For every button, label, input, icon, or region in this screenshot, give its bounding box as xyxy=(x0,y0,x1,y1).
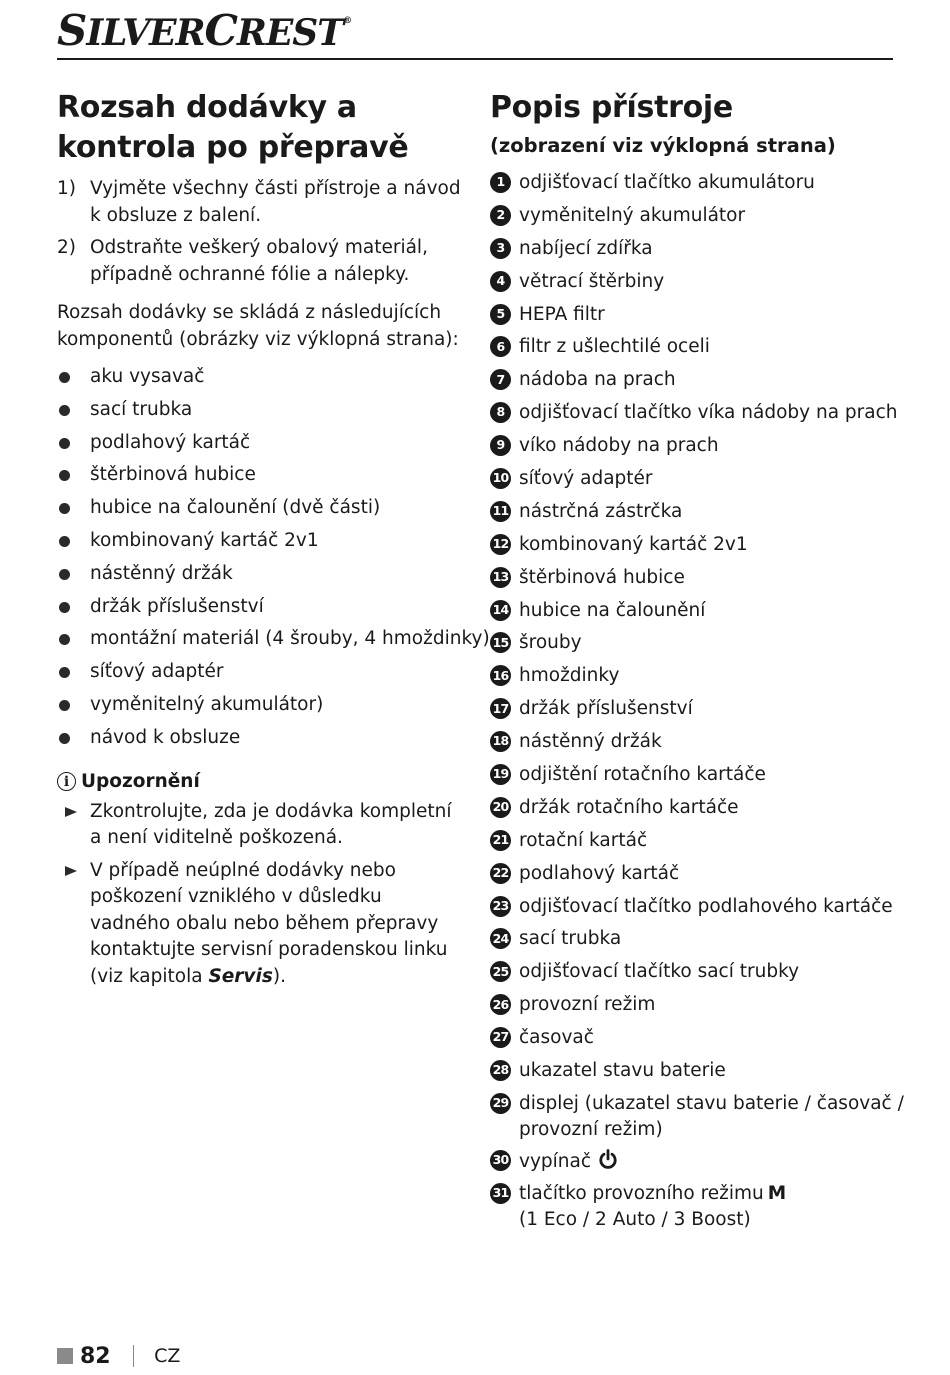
right-column xyxy=(490,88,910,1238)
bullet-icon xyxy=(59,634,70,645)
parts-list-item: 15 šrouby xyxy=(490,630,910,663)
left-column xyxy=(57,88,490,996)
bullet-icon xyxy=(59,569,70,580)
number-badge-icon: 16 xyxy=(490,665,511,686)
number-badge-icon: 3 xyxy=(490,238,511,259)
list-item: kombinovaný kartáč 2v1 xyxy=(57,525,467,558)
unpacking-steps xyxy=(57,176,467,288)
number-badge-icon: 22 xyxy=(490,863,511,884)
parts-list-item: 17 držák příslušenství xyxy=(490,696,910,729)
number-badge-icon: 28 xyxy=(490,1060,511,1081)
bullet-icon xyxy=(59,438,70,449)
parts-list-item: 2 vyměnitelný akumulátor xyxy=(490,203,910,236)
parts-list-item: 23 odjišťovací tlačítko podlahového kartáče xyxy=(490,894,910,927)
number-badge-icon: 21 xyxy=(490,830,511,851)
number-badge-icon: 8 xyxy=(490,402,511,423)
arrow-right-icon xyxy=(65,866,77,876)
parts-list-item: 3 nabíjecí zdířka xyxy=(490,236,910,269)
bullet-icon xyxy=(59,700,70,711)
brand-logo: SILVERCREST® xyxy=(57,6,352,55)
list-item: síťový adaptér xyxy=(57,656,467,689)
number-badge-icon: 12 xyxy=(490,534,511,555)
list-item: montážní materiál (4 šrouby, 4 hmoždinky) xyxy=(57,623,467,656)
power-icon xyxy=(597,1148,619,1179)
parts-list-item: 10 síťový adaptér xyxy=(490,466,910,499)
delivery-intro: Rozsah dodávky se skládá z následujících komponentů (obrázky viz výklopná strana): xyxy=(57,302,459,350)
step-item: 1) Vyjměte všechny části přístroje a návod k obsluze z balení. xyxy=(57,178,461,226)
parts-list-item: 13 štěrbinová hubice xyxy=(490,565,910,598)
number-badge-icon: 2 xyxy=(490,205,511,226)
number-badge-icon: 25 xyxy=(490,961,511,982)
number-badge-icon: 5 xyxy=(490,304,511,325)
parts-list-item: 22 podlahový kartáč xyxy=(490,861,910,894)
parts-list-item: 20 držák rotačního kartáče xyxy=(490,795,910,828)
note-item: Zkontrolujte, zda je dodávka kompletní a není viditelně poškozená. xyxy=(57,799,467,852)
parts-list-item: 16 hmoždinky xyxy=(490,663,910,696)
list-item: držák příslušenství xyxy=(57,591,467,624)
list-item: vyměnitelný akumulátor) xyxy=(57,689,467,722)
number-badge-icon: 1 xyxy=(490,172,511,193)
section-title-delivery: Rozsah dodávky a kontrola po přepravě xyxy=(57,90,409,165)
delivery-list xyxy=(57,361,490,755)
number-badge-icon: 31 xyxy=(490,1183,511,1204)
list-item: návod k obsluze xyxy=(57,722,467,755)
info-icon: i xyxy=(57,772,76,791)
parts-list-item: 24 sací trubka xyxy=(490,926,910,959)
number-badge-icon: 9 xyxy=(490,435,511,456)
number-badge-icon: 29 xyxy=(490,1093,511,1114)
bullet-icon xyxy=(59,372,70,383)
number-badge-icon: 4 xyxy=(490,271,511,292)
parts-list-item: 29 displej (ukazatel stavu baterie / časovač / provozní režim) xyxy=(490,1091,910,1148)
bullet-icon xyxy=(59,602,70,613)
parts-list-item: 4 větrací štěrbiny xyxy=(490,269,910,302)
bullet-icon xyxy=(59,405,70,416)
parts-list-item: 6 filtr z ušlechtilé oceli xyxy=(490,334,910,367)
bullet-icon xyxy=(59,503,70,514)
step-item: 2) Odstraňte veškerý obalový materiál, případně ochranné fólie a nálepky. xyxy=(57,237,428,285)
page-footer xyxy=(57,1340,180,1372)
number-badge-icon: 18 xyxy=(490,731,511,752)
parts-list-item: 14 hubice na čalounění xyxy=(490,598,910,631)
footer-divider xyxy=(133,1345,135,1367)
note-list xyxy=(57,799,467,991)
bullet-icon xyxy=(59,470,70,481)
bullet-icon xyxy=(59,536,70,547)
list-item: nástěnný držák xyxy=(57,558,467,591)
note-item: V případě neúplné dodávky nebo poškození vzniklého v důsledku vadného obalu nebo během přepravy kontaktujte servisní poradenskou linku (viz kapitola Servis). xyxy=(57,858,467,991)
parts-list-item: 18 nástěnný držák xyxy=(490,729,910,762)
parts-list-item: 21 rotační kartáč xyxy=(490,828,910,861)
parts-list-item: 26 provozní režim xyxy=(490,992,910,1025)
number-badge-icon: 19 xyxy=(490,764,511,785)
parts-list-item: 30 vypínač xyxy=(490,1148,910,1181)
list-item: aku vysavač xyxy=(57,361,467,394)
note-heading: i Upozornění xyxy=(57,769,467,795)
number-badge-icon: 10 xyxy=(490,468,511,489)
parts-list-item: 1 odjišťovací tlačítko akumulátoru xyxy=(490,170,910,203)
bullet-icon xyxy=(59,733,70,744)
language-code: CZ xyxy=(154,1345,181,1367)
parts-list xyxy=(490,170,910,1238)
parts-list-item: 5 HEPA filtr xyxy=(490,302,910,335)
parts-list-item: 19 odjištění rotačního kartáče xyxy=(490,762,910,795)
number-badge-icon: 17 xyxy=(490,698,511,719)
number-badge-icon: 13 xyxy=(490,567,511,588)
footer-square-icon xyxy=(57,1348,73,1364)
parts-list-item: 12 kombinovaný kartáč 2v1 xyxy=(490,532,910,565)
number-badge-icon: 6 xyxy=(490,336,511,357)
number-badge-icon: 30 xyxy=(490,1150,511,1171)
section-title-description: Popis přístroje xyxy=(490,90,733,125)
chapter-reference: Servis xyxy=(208,965,273,987)
number-badge-icon: 15 xyxy=(490,632,511,653)
parts-list-item: 28 ukazatel stavu baterie xyxy=(490,1058,910,1091)
parts-list-item: 27 časovač xyxy=(490,1025,910,1058)
parts-list-item: 7 nádoba na prach xyxy=(490,367,910,400)
number-badge-icon: 26 xyxy=(490,994,511,1015)
page-number: 82 xyxy=(80,1343,111,1369)
list-item: štěrbinová hubice xyxy=(57,459,467,492)
number-badge-icon: 7 xyxy=(490,369,511,390)
parts-list-item: 11 nástrčná zástrčka xyxy=(490,499,910,532)
list-item: hubice na čalounění (dvě části) xyxy=(57,492,467,525)
number-badge-icon: 23 xyxy=(490,896,511,917)
parts-list-item: 9 víko nádoby na prach xyxy=(490,433,910,466)
number-badge-icon: 27 xyxy=(490,1027,511,1048)
section-subtitle: (zobrazení viz výklopná strana) xyxy=(490,134,836,157)
bullet-icon xyxy=(59,667,70,678)
mode-key: M xyxy=(767,1182,787,1204)
list-item: sací trubka xyxy=(57,394,467,427)
number-badge-icon: 11 xyxy=(490,501,511,522)
number-badge-icon: 14 xyxy=(490,600,511,621)
list-item: podlahový kartáč xyxy=(57,427,467,460)
number-badge-icon: 20 xyxy=(490,797,511,818)
header-rule xyxy=(57,58,893,60)
parts-list-item: 31 tlačítko provozního režimu M (1 Eco / 2 Auto / 3 Boost) xyxy=(490,1181,910,1238)
parts-list-item: 25 odjišťovací tlačítko sací trubky xyxy=(490,959,910,992)
arrow-right-icon xyxy=(65,807,77,817)
parts-list-item: 8 odjišťovací tlačítko víka nádoby na prach xyxy=(490,400,910,433)
number-badge-icon: 24 xyxy=(490,928,511,949)
